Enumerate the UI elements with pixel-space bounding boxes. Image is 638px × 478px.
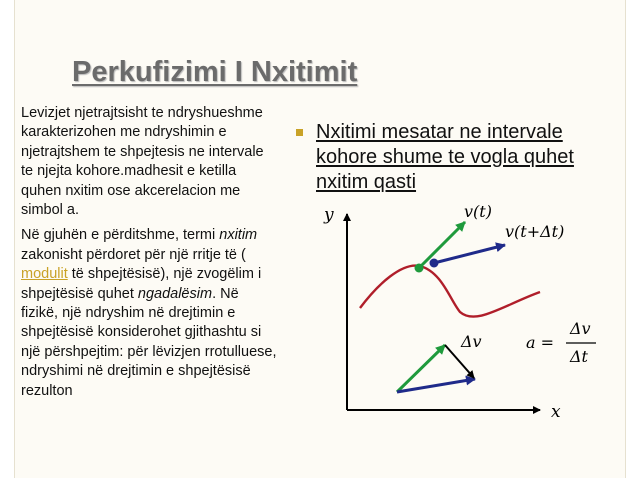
left-text-column bbox=[21, 104, 279, 407]
point-t bbox=[415, 264, 424, 273]
point-t-dt bbox=[430, 259, 439, 268]
velocity-vector-t-dt bbox=[434, 245, 505, 263]
p2-italic-term-2: ngadalësim bbox=[137, 285, 213, 302]
delta-v-label: Δv bbox=[461, 332, 482, 351]
bullet-marker bbox=[296, 129, 303, 136]
x-axis-label: x bbox=[551, 402, 561, 422]
modulit-link[interactable]: modulit bbox=[21, 266, 68, 283]
paragraph-definition: Levizjet njetrajtsisht te ndryshueshme karakterizohen me ndryshimin e njetrajtshem te shpejtesis ne intervale te njejta kohore.madhesit e ketilla quhen nxitim ose akcerelacion me simbol a. bbox=[21, 105, 264, 219]
acceleration-diagram bbox=[300, 200, 600, 425]
v-t-label: v(t) bbox=[464, 202, 492, 221]
y-axis-label: y bbox=[324, 205, 334, 225]
bullet-item bbox=[296, 120, 616, 195]
trajectory-curve bbox=[360, 266, 540, 317]
slide-title: Perkufizimi I Nxitimit bbox=[72, 56, 358, 88]
bullet-text: Nxitimi mesatar ne intervale kohore shume te vogla quhet nxitim qasti bbox=[316, 121, 574, 193]
p2-italic-term: nxitim bbox=[219, 227, 258, 244]
p2-text-3: të shpejtësisë), një zvogëlim i shpejtësisë quhet bbox=[21, 266, 262, 302]
formula-denominator: Δt bbox=[570, 347, 588, 366]
v-t-dt-label: v(t+Δt) bbox=[505, 222, 565, 241]
paragraph-everyday-language bbox=[21, 226, 279, 401]
formula-a-equals: a = bbox=[526, 333, 555, 352]
p2-text-4: . Në fizikë, një ndryshim në drejtimin e shpejtësisë konsiderohet gjithashtu si një përshpejtim: për lëvizjen rrotulluese, ndryshimi në drejtimin e shpejtësisë rezulton bbox=[21, 285, 277, 399]
p2-text-1: Në gjuhën e përditshme, termi bbox=[21, 227, 220, 244]
p2-text-2: zakonisht përdoret për një rritje të ( bbox=[21, 246, 246, 263]
formula-numerator: Δv bbox=[570, 319, 591, 338]
